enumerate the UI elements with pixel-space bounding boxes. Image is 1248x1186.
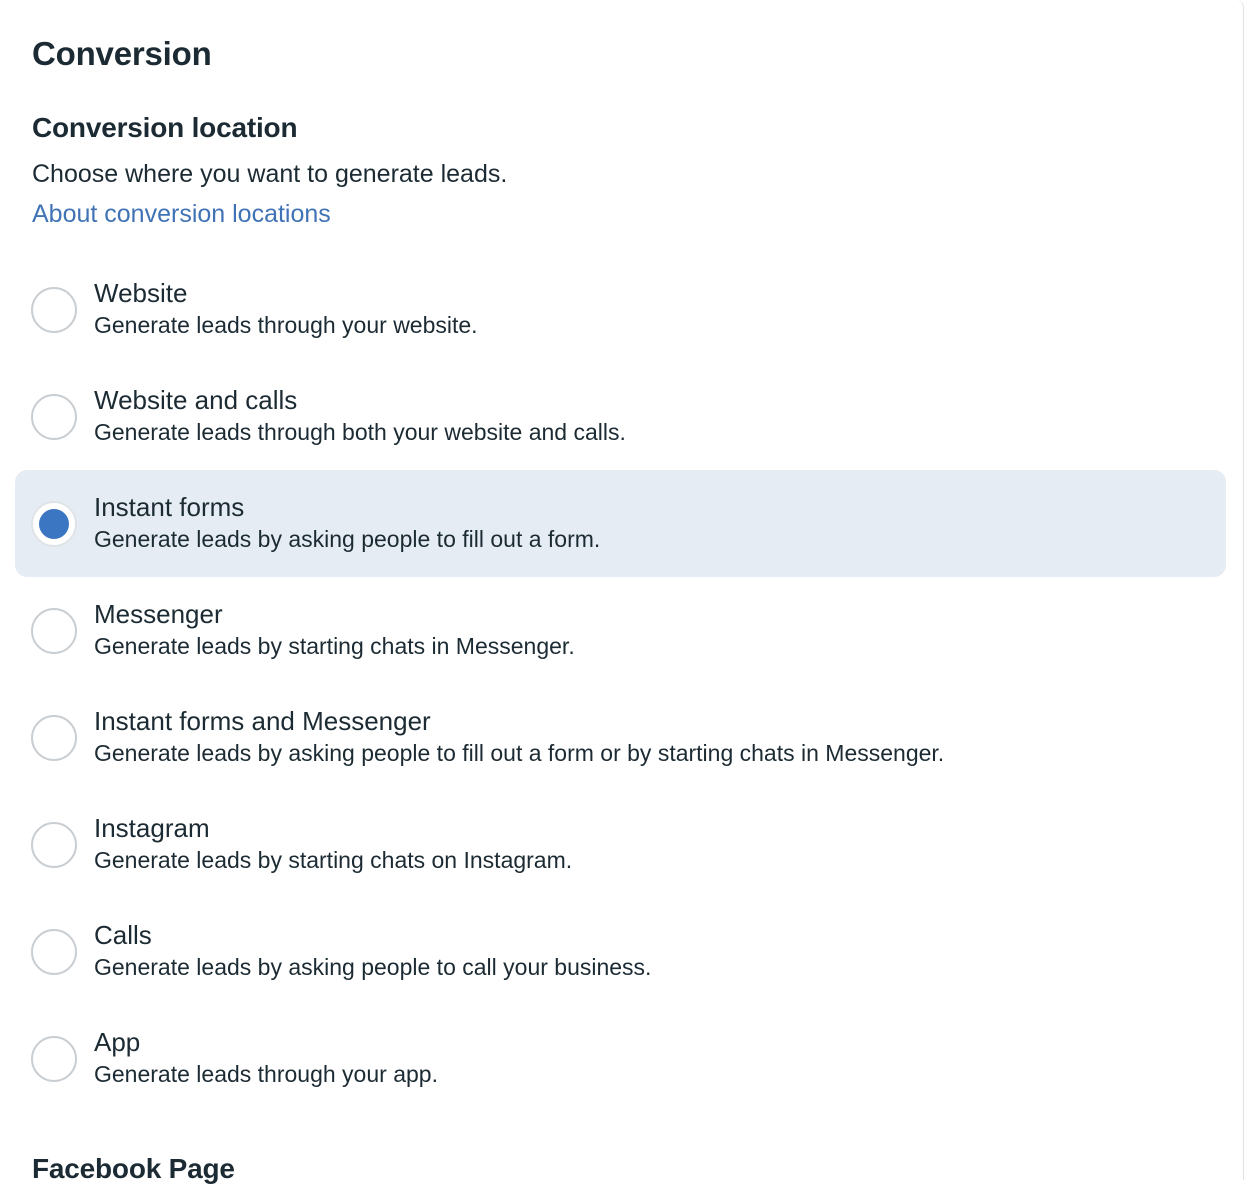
option-messenger[interactable]: [15, 577, 1226, 684]
radio-button-unselected-icon[interactable]: [31, 822, 77, 868]
about-conversion-locations-link[interactable]: About conversion locations: [32, 199, 331, 228]
option-label: Instant forms and Messenger: [94, 706, 431, 737]
option-label: Messenger: [94, 599, 223, 630]
option-label: App: [94, 1027, 141, 1058]
option-label: Website and calls: [94, 385, 298, 416]
radio-button-unselected-icon[interactable]: [31, 394, 77, 440]
option-description: Generate leads by starting chats in Messenger.: [94, 633, 575, 660]
option-description: Generate leads by starting chats on Instagram.: [94, 847, 573, 874]
option-description: Generate leads through your website.: [94, 312, 478, 339]
option-website-and-calls[interactable]: [15, 363, 1226, 470]
option-instant-forms[interactable]: [15, 470, 1226, 577]
option-instagram[interactable]: [15, 791, 1226, 898]
conversion-location-description: Choose where you want to generate leads.: [32, 160, 508, 189]
option-instant-forms-and-messenger[interactable]: [15, 684, 1226, 791]
option-label: Calls: [94, 920, 152, 951]
option-label: Instant forms: [94, 492, 245, 523]
option-description: Generate leads through both your website and calls.: [94, 419, 626, 446]
option-label: Instagram: [94, 813, 210, 844]
radio-button-unselected-icon[interactable]: [31, 287, 77, 333]
radio-button-unselected-icon[interactable]: [31, 1036, 77, 1082]
option-website[interactable]: [15, 256, 1226, 363]
option-label: Website: [94, 278, 188, 309]
conversion-location-heading: Conversion location: [32, 111, 298, 143]
option-calls[interactable]: [15, 898, 1226, 1005]
option-description: Generate leads through your app.: [94, 1061, 438, 1088]
radio-button-selected-icon[interactable]: [31, 501, 77, 547]
radio-button-unselected-icon[interactable]: [31, 715, 77, 761]
facebook-page-heading: Facebook Page: [32, 1153, 235, 1185]
option-app[interactable]: [15, 1005, 1226, 1112]
radio-button-unselected-icon[interactable]: [31, 929, 77, 975]
page-title: Conversion: [32, 35, 212, 72]
option-description: Generate leads by asking people to fill out a form or by starting chats in Messenger.: [94, 740, 945, 767]
option-description: Generate leads by asking people to call your business.: [94, 954, 652, 981]
conversion-location-options: [15, 256, 1226, 1112]
option-description: Generate leads by asking people to fill out a form.: [94, 526, 601, 553]
radio-button-unselected-icon[interactable]: [31, 608, 77, 654]
